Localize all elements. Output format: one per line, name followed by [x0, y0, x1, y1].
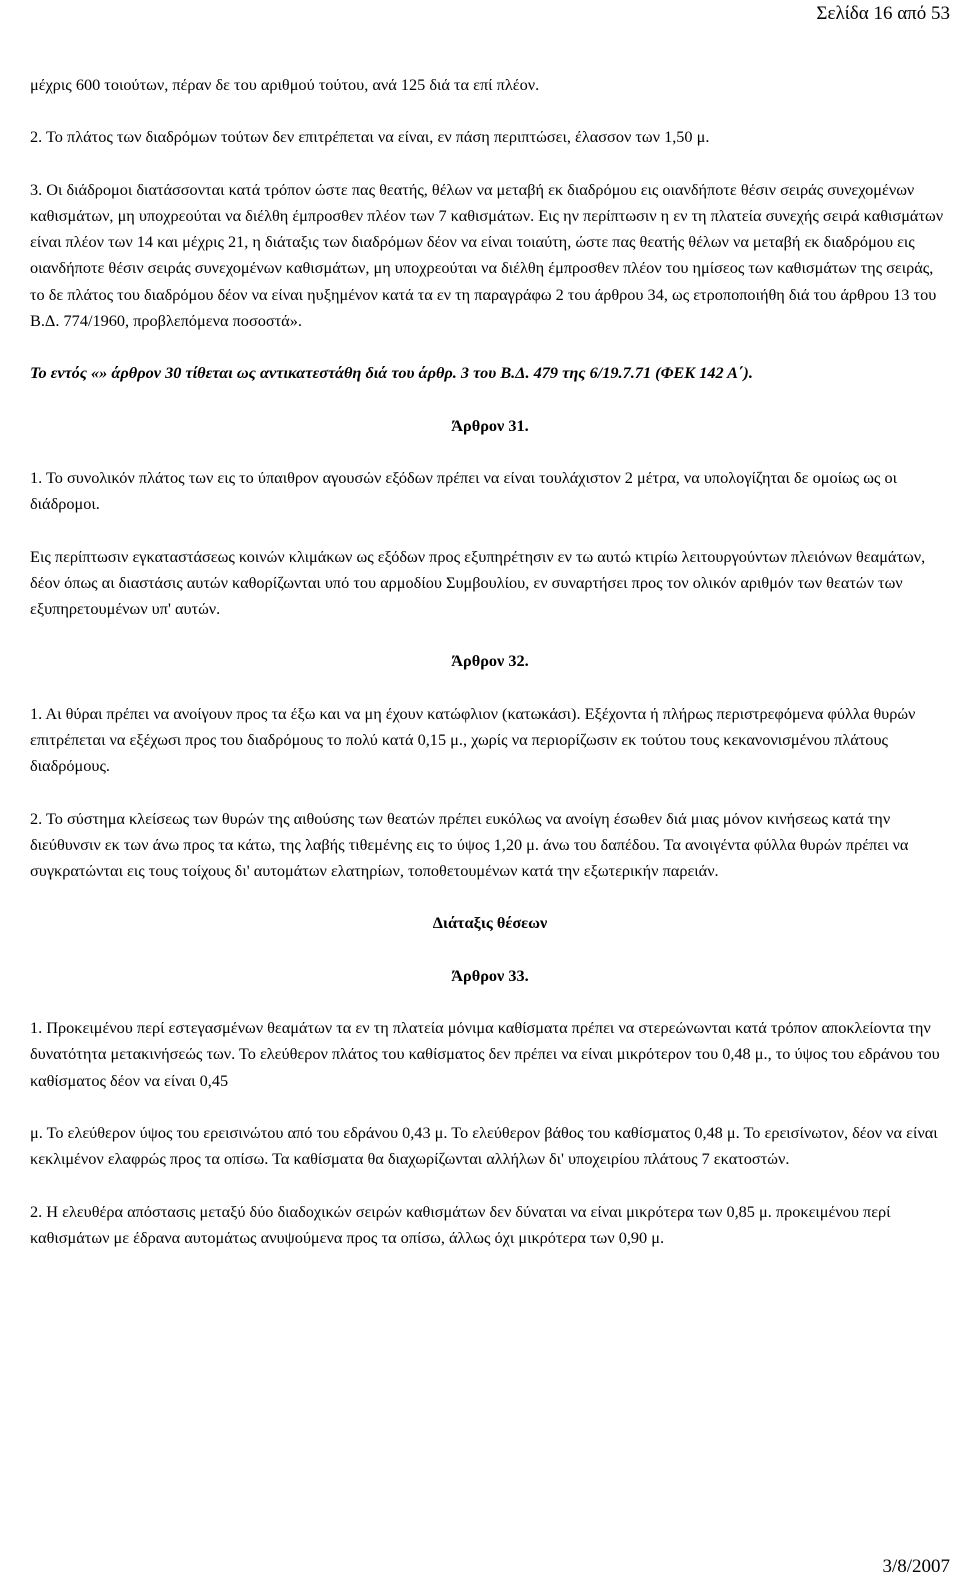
article-31-heading: Άρθρον 31.	[451, 415, 529, 435]
paragraph: 2. Το πλάτος των διαδρόμων τούτων δεν επιτρέπεται να είναι, εν πάση περιπτώσει, έλασσον των 1,50 μ.	[30, 127, 710, 147]
paragraph: 2. Η ελευθέρα απόστασις μεταξύ δύο διαδοχικών σειρών καθισμάτων δεν δύναται να είναι μικρότερα των 0,85 μ. προκειμένου περί καθισμάτων με έδρανα αυτομάτως ανυψούμενα προς τα οπίσω, άλλως όχι μικρότερα των 0,90 μ.	[30, 1201, 891, 1247]
section-heading: Διάταξις θέσεων	[432, 913, 548, 933]
paragraph: 1. Αι θύραι πρέπει να ανοίγουν προς τα έξω και να μη έχουν κατώφλιον (κατωκάσι). Εξέχοντα ή πλήρως περιστρεφόμενα φύλλα θυρών επιτρέπεται να εξέχωσι προς του διαδρόμους το πολύ κατά 0,15 μ., χωρίς να περιορίζωσιν εκ τούτου τους κεκανονισμένου πλάτους διαδρόμους.	[30, 703, 916, 776]
document-body	[30, 72, 950, 1251]
page-number: Σελίδα 16 από 53	[816, 3, 950, 24]
paragraph: 2. Το σύστημα κλείσεως των θυρών της αιθούσης των θεατών πρέπει ευκόλως να ανοίγη έσωθεν διά μιας μόνον κινήσεως κατά την διεύθυνσιν εκ των άνω προς τα κάτω, της λαβής τιθεμένης εις το ύψος 1,20 μ. άνω του δαπέδου. Τα ανοιγέντα φύλλα θυρών πρέπει να συγκρατώνται εις τους τοίχους δι' αυτομάτων ελατηρίων, τοποθετουμένων κατά την εξωτερικήν παρειάν.	[30, 808, 909, 880]
amendment-note: Το εντός «» άρθρον 30 τίθεται ως αντικατεστάθη διά του άρθρ. 3 του Β.Δ. 479 της 6/19.7.71 (ΦΕΚ 142 Α΄).	[30, 363, 753, 383]
paragraph: 3. Οι διάδρομοι διατάσσονται κατά τρόπον ώστε πας θεατής, θέλων να μεταβή εκ διαδρόμου εις οιανδήποτε θέσιν σειράς συνεχομένων καθισμάτων, μη υποχρεούται να διέλθη έμπροσθεν πλέον των 7 καθισμάτων. Εις ην περίπτωσιν η εν τη πλατεία συνεχής σειρά καθισμάτων είναι πλέον των 14 και μέχρις 21, η διάταξις των διαδρόμων δέον να είναι τοιαύτη, ώστε πας θεατής θέλων να μεταβή εκ διαδρόμου εις οιανδήποτε θέσιν σειράς συνεχομένων καθισμάτων, μη υποχρεούται να διέλθη έμπροσθεν πλέον του ημίσεος των καθισμάτων της σειράς, το δε πλάτος του διαδρόμου δέον να είναι ηυξημένον κατά τα εν τη παραγράφω 2 του άρθρου 34, ως ετροποποιήθη διά του άρθρου 13 του Β.Δ. 774/1960, προβλεπόμενα ποσοστά».	[30, 179, 944, 330]
article-32-heading: Άρθρον 32.	[451, 651, 529, 671]
paragraph: Εις περίπτωσιν εγκαταστάσεως κοινών κλιμάκων ως εξόδων προς εξυπηρέτησιν εν τω αυτώ κτιρίω λειτουργούντων πλειόνων θεαμάτων, δέον όπως αι διαστάσις αυτών καθορίζωνται υπό του αρμοδίου Συμβουλίου, εν συναρτήσει προς τον ολικόν αριθμόν των θεατών των εξυπηρετουμένων υπ' αυτών.	[30, 546, 926, 618]
footer-date: 3/8/2007	[882, 1556, 950, 1577]
paragraph: μ. Το ελεύθερον ύψος του ερεισινώτου από του εδράνου 0,43 μ. Το ελεύθερον βάθος του καθίσματος 0,48 μ. Το ερεισίνωτον, δέον να είναι κεκλιμένον ελαφρώς προς τα οπίσω. Τα καθίσματα θα διαχωρίζωνται αλλήλων δι' υποχειρίου πλάτους 7 εκατοστών.	[30, 1122, 938, 1169]
paragraph: 1. Το συνολικόν πλάτος των εις το ύπαιθρον αγουσών εξόδων πρέπει να είναι τουλάχιστον 2 μέτρα, να υπολογίζηται δε ομοίως ως οι διάδρομοι.	[30, 467, 897, 514]
paragraph: 1. Προκειμένου περί εστεγασμένων θεαμάτων τα εν τη πλατεία μόνιμα καθίσματα πρέπει να στερεώνωνται κατά τρόπον αποκλείοντα την δυνατότητα μετακινήσεώς των. Το ελεύθερον πλάτος του καθίσματος δεν πρέπει να είναι μικρότερον του 0,48 μ., το ύψος του εδράνου του καθίσματος δέον να είναι 0,45	[30, 1018, 940, 1090]
article-33-heading: Άρθρον 33.	[451, 965, 529, 985]
paragraph: μέχρις 600 τοιούτων, πέραν δε του αριθμού τούτου, ανά 125 διά τα επί πλέον.	[30, 75, 540, 94]
